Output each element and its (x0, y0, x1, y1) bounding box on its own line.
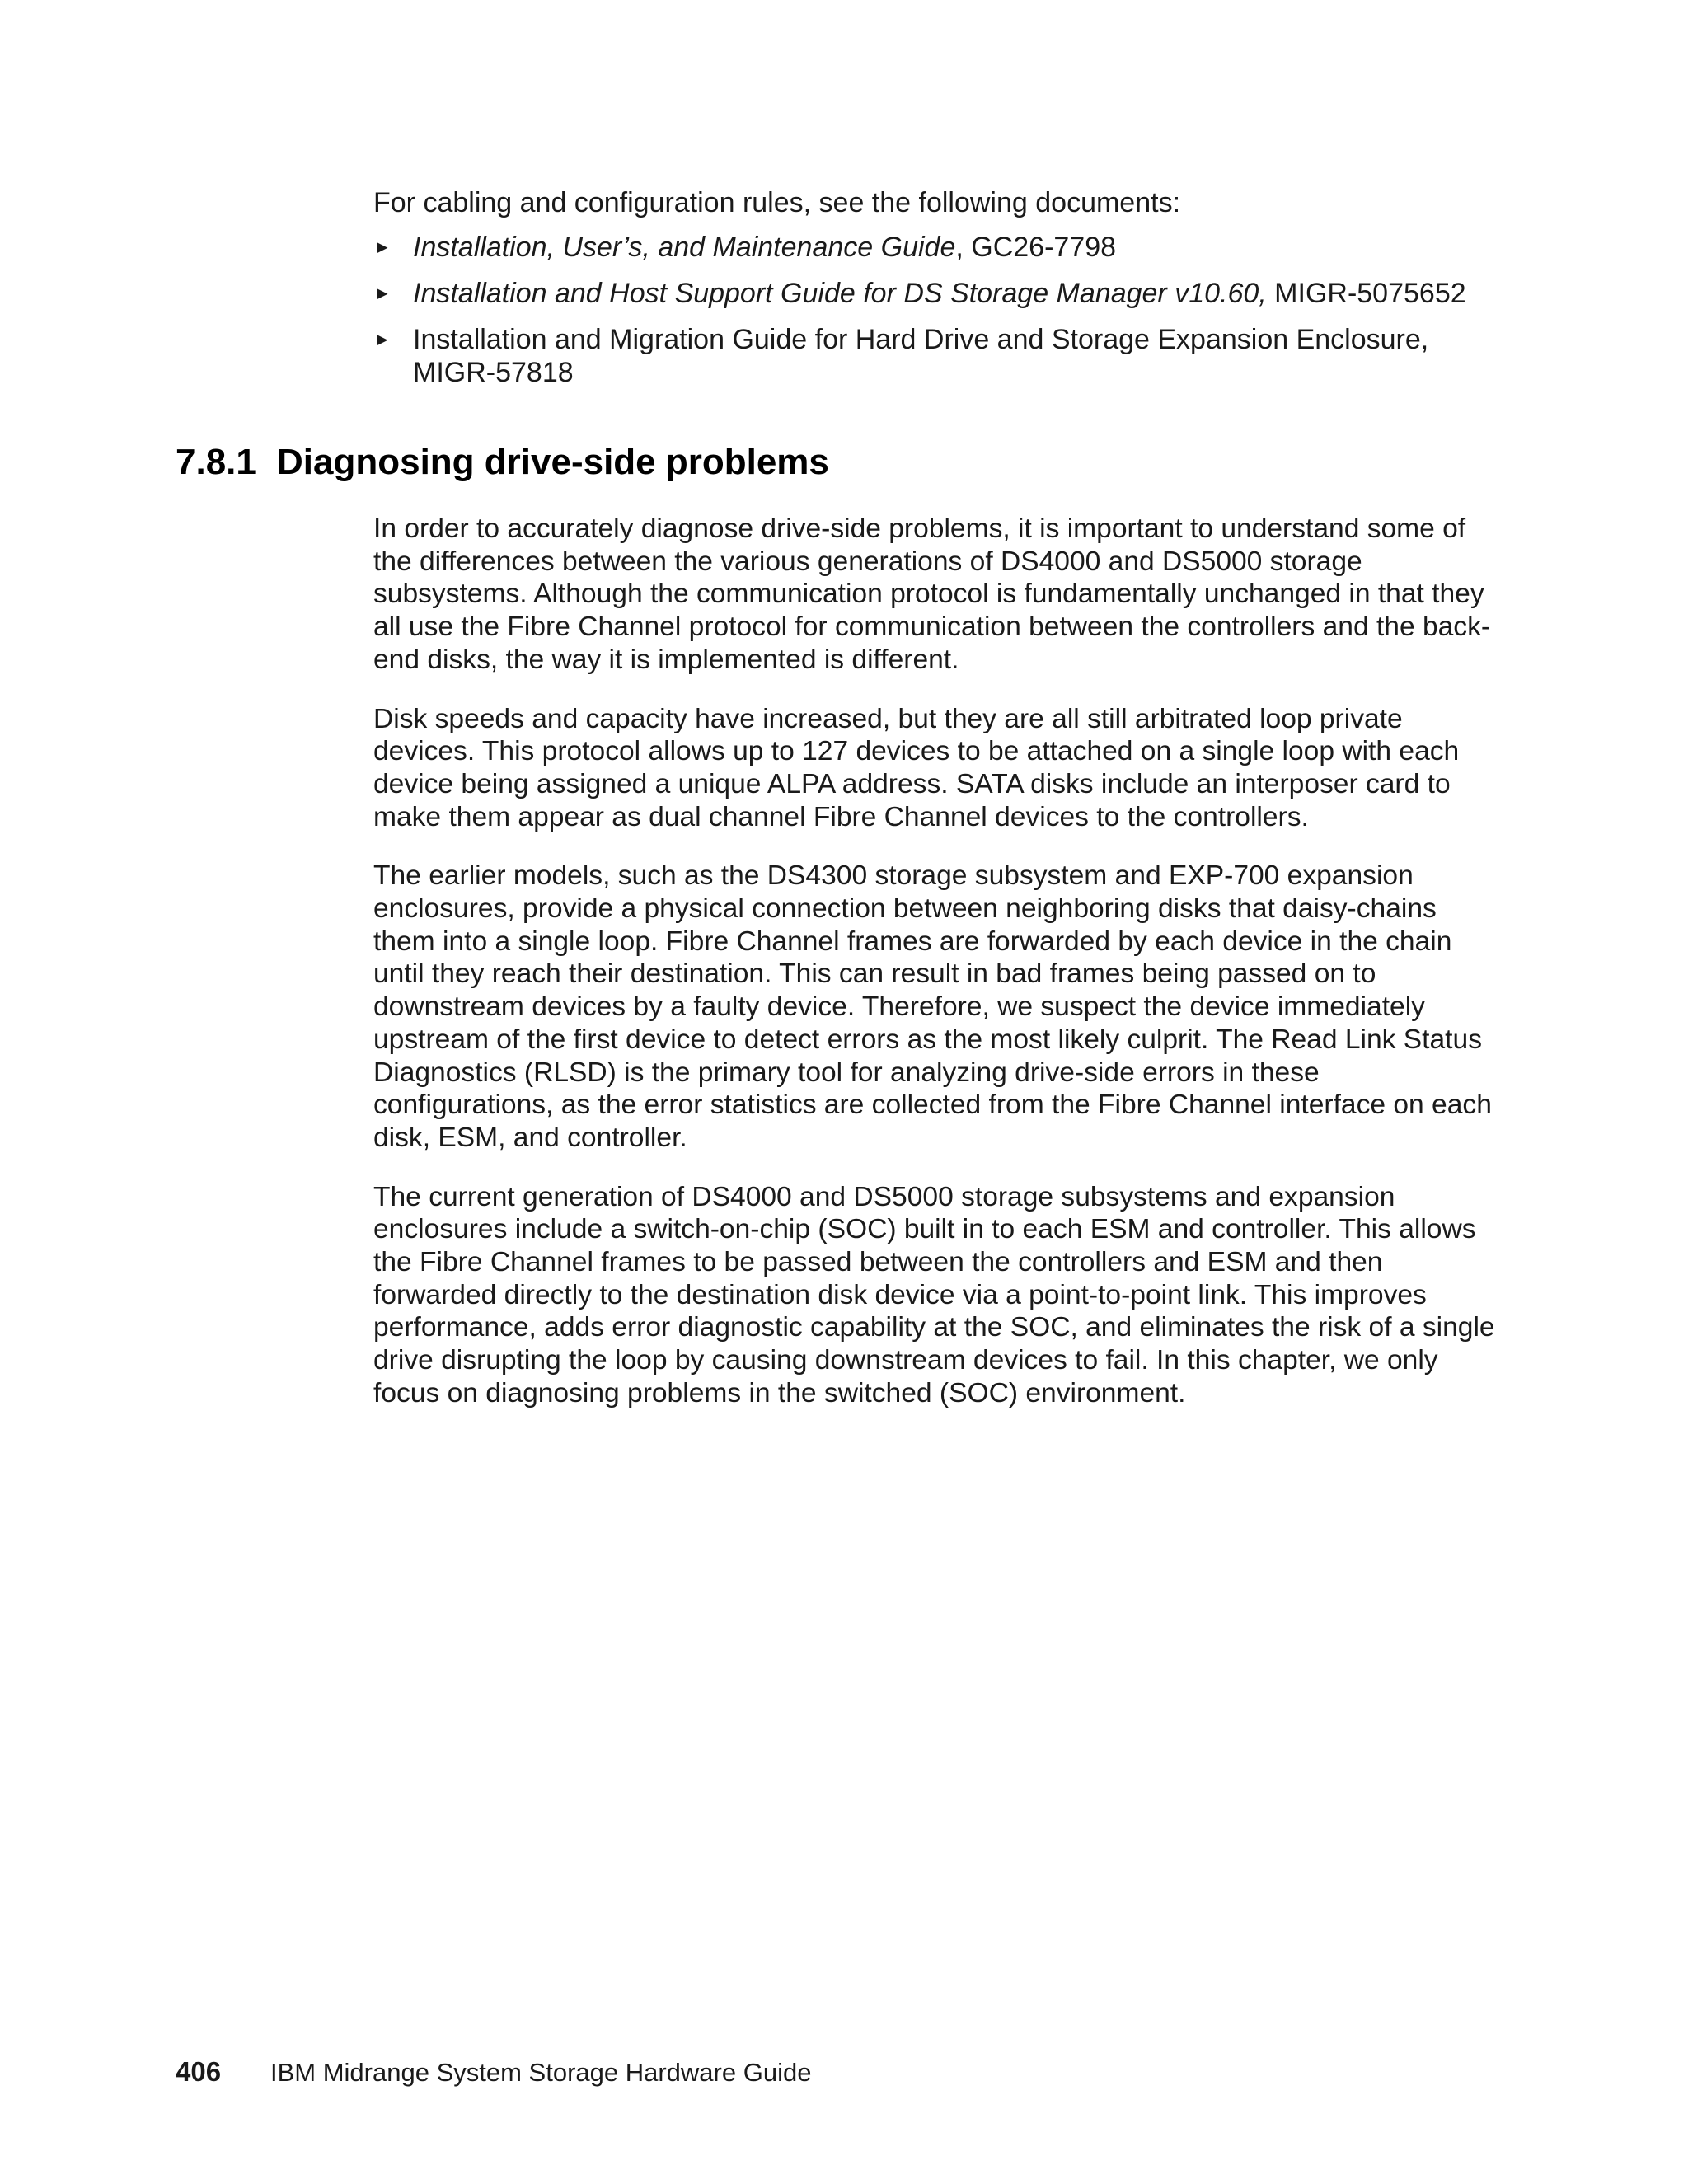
reference-item (373, 323, 1494, 389)
reference-title: Installation, User’s, and Maintenance Guide (413, 232, 956, 263)
page-footer (176, 2055, 811, 2089)
reference-text: Installation and Migration Guide for Hard Drive and Storage Expansion Enclosure, MIGR-57818 (413, 324, 1429, 388)
intro-text: For cabling and configuration rules, see the following documents: (373, 187, 1181, 218)
book-title: IBM Midrange System Storage Hardware Guide (270, 2058, 812, 2087)
section-title: Diagnosing drive-side problems (277, 442, 829, 482)
triangle-bullet-icon: ► (373, 329, 392, 349)
section-body (373, 513, 1498, 1436)
section-heading (176, 440, 829, 485)
reference-item (373, 231, 1494, 264)
references-block (373, 186, 1494, 402)
body-paragraph: The current generation of DS4000 and DS5000 storage subsystems and expansion enclosures include a switch-on-chip (SOC) built in to each ESM and controller. This allows the Fibre Channel frames to be passed between the controllers and ESM and then forwarded directly to the destination disk device via a point-to-point link. This improves performance, adds error diagnostic capability at the SOC, and eliminates the risk of a single drive disrupting the loop by causing downstream devices to fail. In this chapter, we only focus on diagnosing problems in the switched (SOC) environment. (373, 1181, 1495, 1408)
body-paragraph: The earlier models, such as the DS4300 storage subsystem and EXP-700 expansion enclosures, provide a physical connection between neighboring disks that daisy-chains them into a single loop. Fibre Channel frames are forwarded by each device in the chain until they reach their destination. This can result in bad frames being passed on to downstream devices by a faulty device. Therefore, we suspect the device immediately upstream of the first device to detect errors as the most likely culprit. The Read Link Status Diagnostics (RLSD) is the primary tool for analyzing drive-side errors in these configurations, as the error statistics are collected from the Fibre Channel interface on each disk, ESM, and controller. (373, 860, 1492, 1153)
triangle-bullet-icon: ► (373, 237, 392, 257)
reference-title: Installation and Host Support Guide for DS Storage Manager v10.60, (413, 278, 1267, 309)
reference-item (373, 277, 1494, 310)
reference-list (373, 231, 1494, 389)
reference-id: GC26-7798 (963, 232, 1117, 263)
section-number: 7.8.1 (176, 442, 256, 482)
page-number: 406 (176, 2056, 222, 2087)
triangle-bullet-icon: ► (373, 283, 392, 303)
reference-id: MIGR-5075652 (1266, 278, 1466, 309)
reference-separator: , (955, 232, 964, 263)
body-paragraph: In order to accurately diagnose drive-side problems, it is important to understand some of the differences between the various generations of DS4000 and DS5000 storage subsystems. Although the communication protocol is fundamentally unchanged in that they all use the Fibre Channel protocol for communication between the controllers and the back-end disks, the way it is implemented is different. (373, 513, 1491, 675)
body-paragraph: Disk speeds and capacity have increased, but they are all still arbitrated loop private devices. This protocol allows up to 127 devices to be attached on a single loop with each device being assigned a unique ALPA address. SATA disks include an interposer card to make them appear as dual channel Fibre Channel devices to the controllers. (373, 703, 1460, 832)
